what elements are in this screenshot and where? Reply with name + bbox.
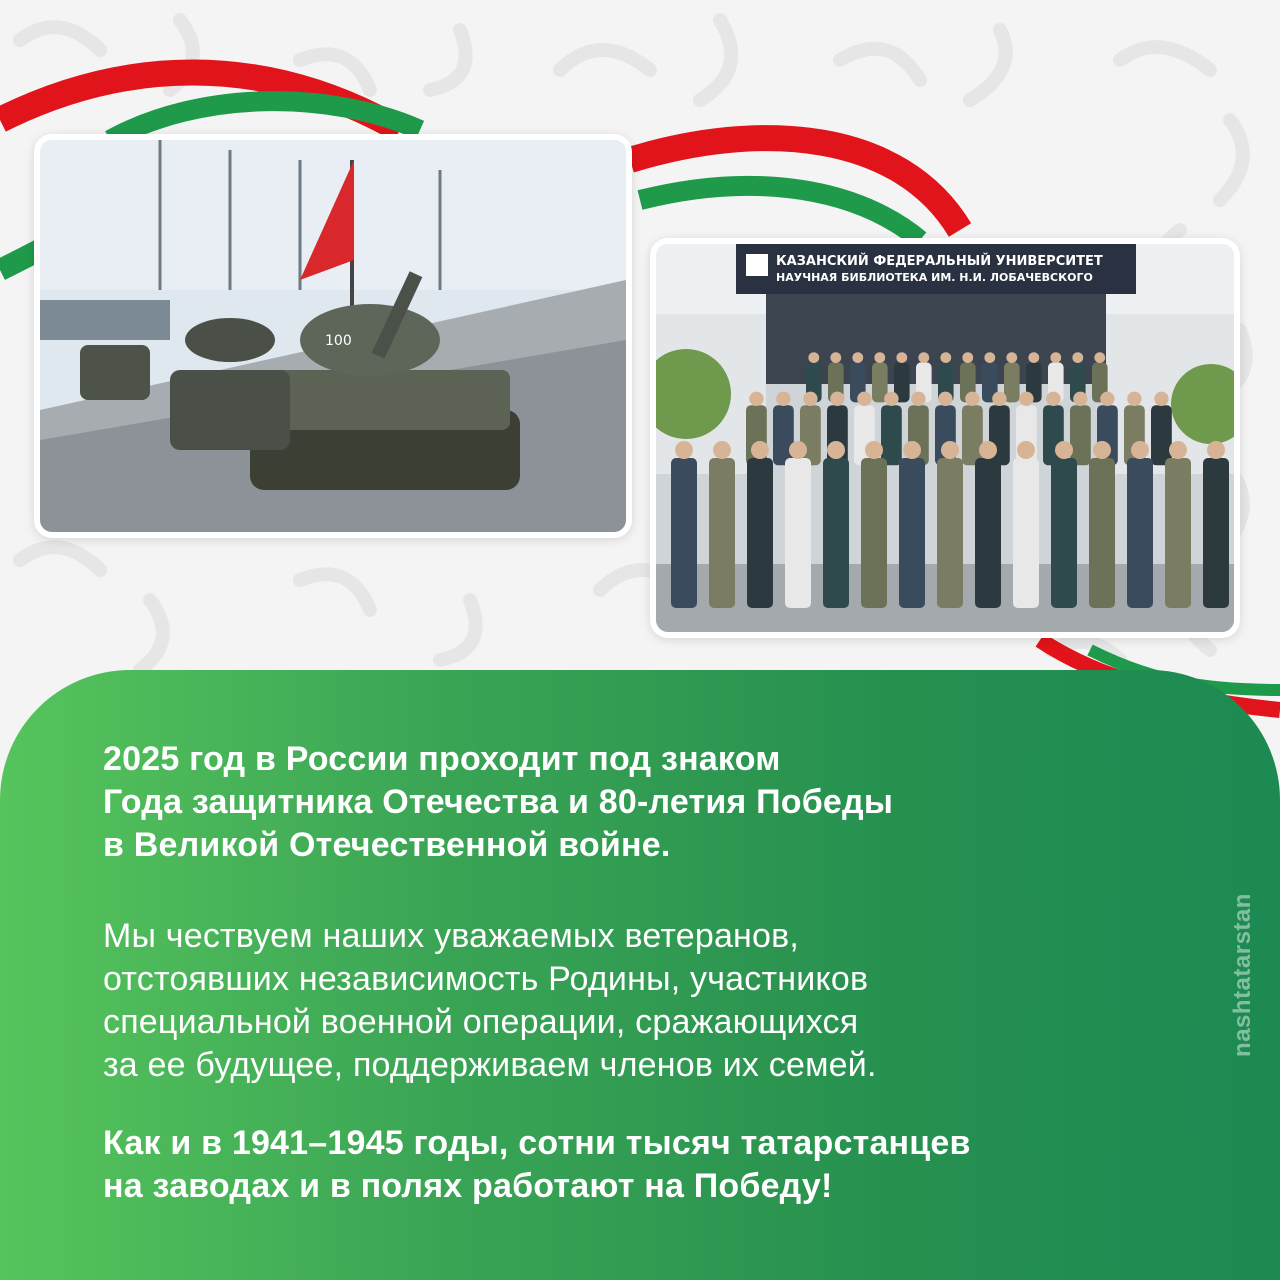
person-head xyxy=(808,352,819,363)
person-head xyxy=(1028,352,1039,363)
person-head xyxy=(911,392,925,406)
intro-paragraph xyxy=(103,738,893,867)
green-ribbon-top-right xyxy=(640,186,920,240)
veterans-line: Мы чествуем наших уважаемых ветеранов, xyxy=(103,917,800,955)
person-head xyxy=(827,441,845,459)
watermark: nashtatarstan xyxy=(1229,893,1256,1057)
person-head xyxy=(884,392,898,406)
person xyxy=(1070,405,1091,465)
person-head xyxy=(789,441,807,459)
person xyxy=(1203,458,1229,608)
person-head xyxy=(857,392,871,406)
closing-line: на заводах и в полях работают на Победу! xyxy=(103,1167,833,1205)
person-head xyxy=(965,392,979,406)
person xyxy=(1165,458,1191,608)
person-head xyxy=(1131,441,1149,459)
veterans-line: отстоявших независимость Родины, участников xyxy=(103,960,869,998)
person-head xyxy=(940,352,951,363)
person xyxy=(773,405,794,465)
intro-line: в Великой Отечественной войне. xyxy=(103,826,671,864)
person-head xyxy=(803,392,817,406)
person-head xyxy=(1055,441,1073,459)
person-head xyxy=(776,392,790,406)
person-head xyxy=(1100,392,1114,406)
person-head xyxy=(1154,392,1168,406)
person-head xyxy=(751,441,769,459)
person-head xyxy=(918,352,929,363)
veterans-paragraph xyxy=(103,915,877,1087)
person-head xyxy=(1072,352,1083,363)
person-head xyxy=(1019,392,1033,406)
person xyxy=(1051,458,1077,608)
person xyxy=(1151,405,1172,465)
person xyxy=(899,458,925,608)
person xyxy=(937,458,963,608)
person xyxy=(1013,458,1039,608)
person xyxy=(1004,362,1020,402)
closing-line: Как и в 1941–1945 годы, сотни тысяч татарстанцев xyxy=(103,1124,971,1162)
person-head xyxy=(979,441,997,459)
person-head xyxy=(896,352,907,363)
person xyxy=(975,458,1001,608)
person-head xyxy=(1006,352,1017,363)
person-head xyxy=(984,352,995,363)
veterans-line: за ее будущее, поддерживаем членов их семей. xyxy=(103,1046,877,1084)
person xyxy=(709,458,735,608)
person xyxy=(785,458,811,608)
closing-paragraph xyxy=(103,1122,971,1208)
person-head xyxy=(1073,392,1087,406)
person-head xyxy=(903,441,921,459)
person-head xyxy=(1207,441,1225,459)
person-head xyxy=(1127,392,1141,406)
person-head xyxy=(675,441,693,459)
person xyxy=(747,458,773,608)
person xyxy=(671,458,697,608)
person-head xyxy=(830,352,841,363)
person-head xyxy=(962,352,973,363)
person-head xyxy=(1094,352,1105,363)
svg-text:КАЗАНСКИЙ ФЕДЕРАЛЬНЫЙ УНИВЕРСИ: КАЗАНСКИЙ ФЕДЕРАЛЬНЫЙ УНИВЕРСИТЕТ xyxy=(776,254,1103,269)
person-head xyxy=(1050,352,1061,363)
intro-line: Года защитника Отечества и 80-летия Победы xyxy=(103,783,894,821)
person xyxy=(823,458,849,608)
svg-text:НАУЧНАЯ БИБЛИОТЕКА ИМ. Н.И. ЛО: НАУЧНАЯ БИБЛИОТЕКА ИМ. Н.И. ЛОБАЧЕВСКОГО xyxy=(776,271,1093,284)
person xyxy=(881,405,902,465)
person-head xyxy=(1017,441,1035,459)
person-head xyxy=(865,441,883,459)
person xyxy=(1127,458,1153,608)
veterans-line: специальной военной операции, сражающихся xyxy=(103,1003,859,1041)
person-head xyxy=(749,392,763,406)
person-head xyxy=(1093,441,1111,459)
person xyxy=(962,405,983,465)
person-head xyxy=(938,392,952,406)
person-head xyxy=(941,441,959,459)
person-head xyxy=(1046,392,1060,406)
person-head xyxy=(874,352,885,363)
group-photo xyxy=(650,238,1240,638)
person-head xyxy=(830,392,844,406)
svg-text:100: 100 xyxy=(325,333,352,349)
person-head xyxy=(713,441,731,459)
tank-parade-photo xyxy=(34,134,632,538)
university-sign xyxy=(736,244,1136,294)
intro-line: 2025 год в России проходит под знаком xyxy=(103,740,781,778)
person xyxy=(861,458,887,608)
person xyxy=(1089,458,1115,608)
person-head xyxy=(852,352,863,363)
person-head xyxy=(992,392,1006,406)
person-head xyxy=(1169,441,1187,459)
